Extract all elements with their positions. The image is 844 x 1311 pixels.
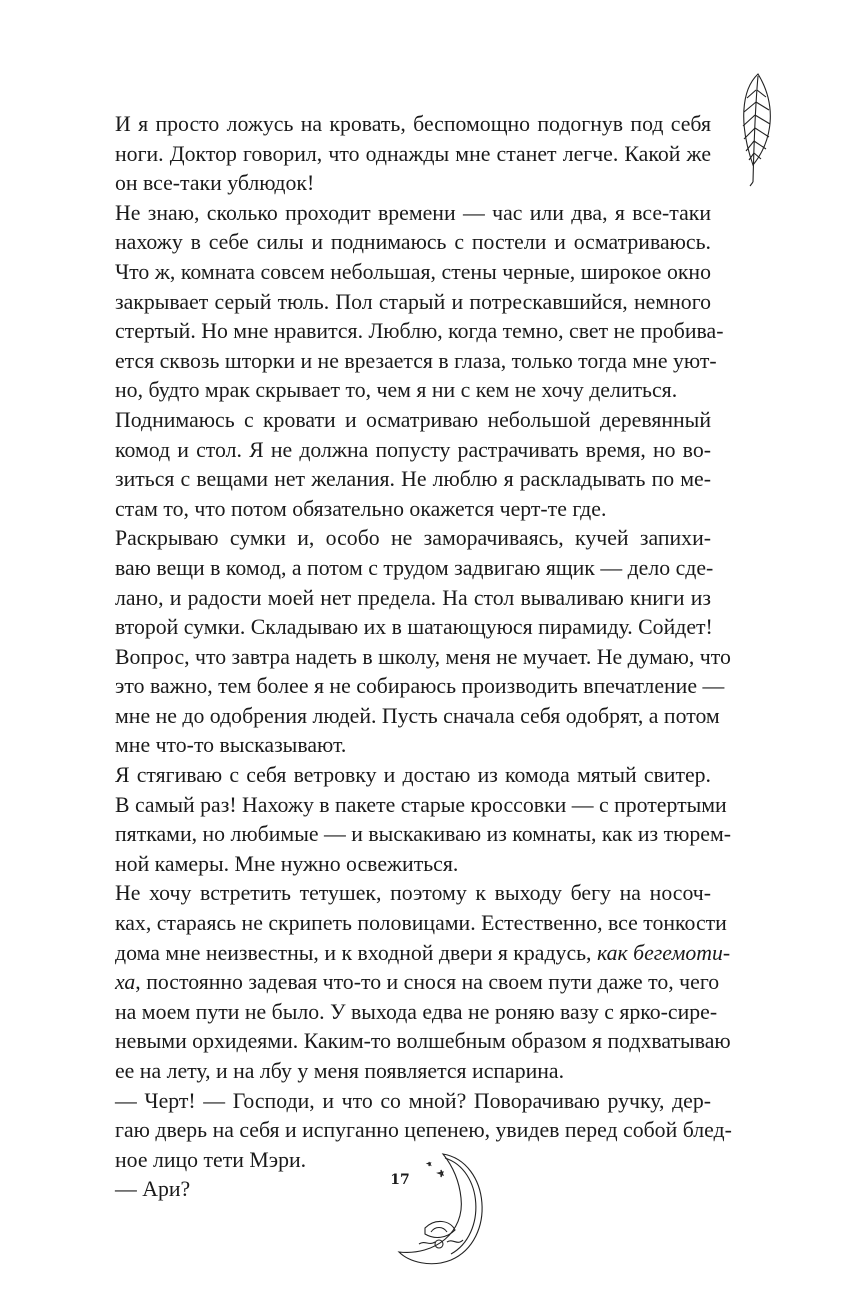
text-line	[115, 968, 720, 998]
text-line: Раскрываю сумки и, особо не заморачиваясь, кучей запихи-	[115, 526, 711, 551]
text-line: Я стягиваю с себя ветровку и достаю из комода мятый свитер.	[115, 763, 711, 788]
text-line: стам то, что потом обязательно окажется черт-те где.	[115, 496, 607, 521]
paragraph	[115, 199, 724, 406]
text-line: ется сквозь шторки и не врезается в глаза, только тогда мне уют-	[115, 348, 717, 373]
body-text	[115, 110, 732, 1205]
text-line: закрывает серый тюль. Пол старый и потрескавшийся, немного	[115, 289, 711, 314]
text-line: он все-таки ублюдок!	[115, 171, 315, 196]
text-line: ваю вещи в комод, а потом с трудом задвигаю ящик — дело сде-	[115, 555, 714, 580]
text-line: невыми орхидеями. Каким-то волшебным образом я подхватываю	[115, 1029, 731, 1054]
text-line: комод и стол. Я не должна попусту растрачивать время, но во-	[115, 437, 711, 462]
italic-text: как бегемоти-	[596, 940, 731, 965]
feather-icon	[733, 70, 783, 188]
paragraph	[115, 110, 711, 199]
text-line: гаю дверь на себя и испуганно цепенею, увидев перед собой блед-	[115, 1118, 732, 1143]
paragraph	[115, 406, 711, 524]
text-line: Вопрос, что завтра надеть в школу, меня не мучает. Не думаю, что	[115, 644, 731, 669]
paragraph	[115, 879, 731, 1086]
text-line: — Ари?	[115, 1177, 191, 1202]
text-line	[115, 939, 731, 969]
text-line: ное лицо тети Мэри.	[115, 1147, 307, 1172]
text-line: нахожу в себе силы и поднимаюсь с постели и осматриваюсь.	[115, 230, 711, 255]
page-number: 17	[390, 1172, 410, 1188]
paragraph	[115, 761, 732, 879]
text-line: ноги. Доктор говорил, что однажды мне станет легче. Какой же	[115, 141, 711, 166]
italic-text: ха	[115, 970, 136, 995]
text-line: В самый раз! Нахожу в пакете старые кроссовки — с протертыми	[115, 792, 727, 817]
text-span: , постоянно задевая что-то и снося на своем пути даже то, чего	[135, 970, 720, 995]
text-line: ной камеры. Мне нужно освежиться.	[115, 851, 459, 876]
moon-icon	[395, 1148, 495, 1272]
text-line: это важно, тем более я не собираюсь производить впечатление —	[115, 674, 725, 699]
paragraph	[115, 524, 731, 761]
text-line: пятками, но любимые — и выскакиваю из комнаты, как из тюрем-	[115, 822, 732, 847]
text-line: мне не до одобрения людей. Пусть сначала себя одобрят, а потом	[115, 703, 720, 728]
text-line: стертый. Но мне нравится. Люблю, когда темно, свет не пробива-	[115, 319, 724, 344]
text-line: но, будто мрак скрывает то, чем я ни с кем не хочу делиться.	[115, 378, 678, 403]
text-line: зиться с вещами нет желания. Не люблю я раскладывать по ме-	[115, 467, 711, 492]
text-line: Не хочу встретить тетушек, поэтому к выходу бегу на носоч-	[115, 881, 711, 906]
text-line: ках, стараясь не скрипеть половицами. Естественно, все тонкости	[115, 911, 727, 936]
text-line: Не знаю, сколько проходит времени — час или два, я все-таки	[115, 200, 711, 225]
text-line: Поднимаюсь с кровати и осматриваю небольшой деревянный	[115, 407, 711, 432]
text-line: мне что-то высказывают.	[115, 733, 347, 758]
text-line: И я просто ложусь на кровать, беспомощно подогнув под себя	[115, 112, 711, 136]
text-line: на моем пути не было. У выхода едва не роняю вазу с ярко-сире-	[115, 999, 718, 1024]
text-span: дома мне неизвестны, и к входной двери я крадусь,	[115, 940, 597, 965]
text-line: Что ж, комната совсем небольшая, стены черные, широкое окно	[115, 259, 711, 284]
text-line: — Черт! — Господи, и что со мной? Поворачиваю ручку, дер-	[115, 1088, 711, 1113]
text-line: лано, и радости моей нет предела. На стол вываливаю книги из	[115, 585, 711, 610]
text-line: второй сумки. Складываю их в шатающуюся пирамиду. Сойдет!	[115, 615, 713, 640]
text-line: ее на лету, и на лбу у меня появляется испарина.	[115, 1059, 565, 1083]
